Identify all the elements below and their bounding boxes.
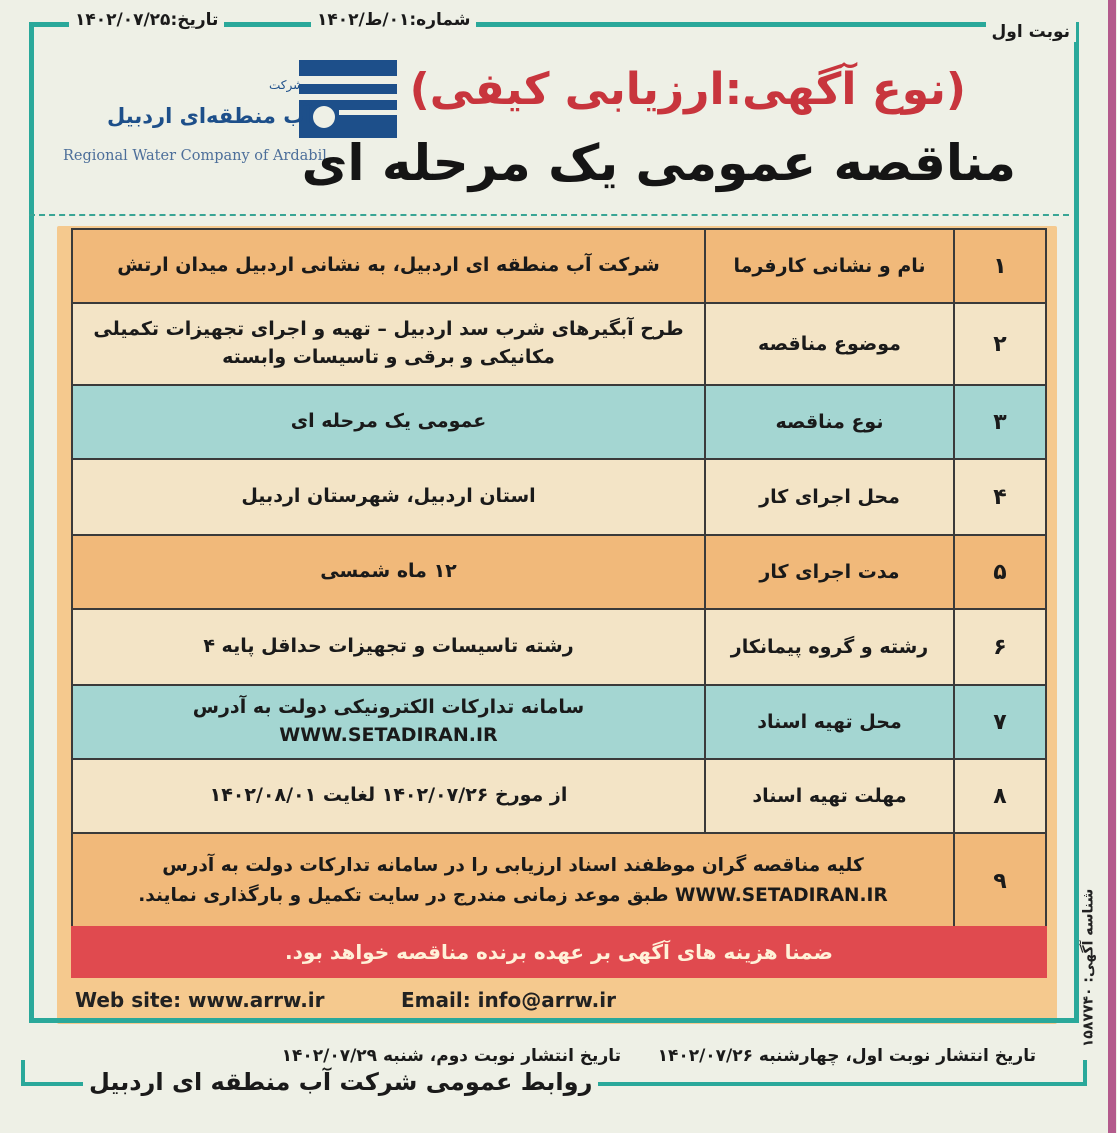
reference-number: شماره:۰۱/ط/۱۴۰۲ [312,10,477,30]
table-row [73,459,1047,535]
frame-bottom-line [30,1018,1080,1023]
row-number: ۵ [955,535,1047,609]
row-notice: کلیه مناقصه گران موظفند اسناد ارزیابی را در سامانه تدارکات دولت به آدرس WWW.SETADIRAN.IR طبق موعد زمانی مندرج در سایت تکمیل و بارگذاری نمایند. [73,833,955,929]
row-label: مهلت تهیه اسناد [706,759,955,833]
cost-note: ضمنا هزینه های آگهی بر عهده برنده مناقصه خواهد بود. [286,940,834,964]
footer-left-bracket [22,1060,26,1086]
row-number: ۳ [955,385,1047,459]
row-number: ۷ [955,685,1047,759]
frame-left-line [30,22,35,1022]
table-row [73,229,1047,303]
public-relations-footer: روابط عمومی شرکت آب منطقه ای اردبیل [84,1068,599,1096]
row-value: طرح آبگیرهای شرب سد اردبیل – تهیه و اجرای تجهیزات تکمیلی مکانیکی و برقی و تاسیسات وابسته [73,303,706,385]
row-value: از مورخ ۱۴۰۲/۰۷/۲۶ لغایت ۱۴۰۲/۰۸/۰۱ [73,759,706,833]
row-value: شرکت آب منطقه ای اردبیل، به نشانی اردبیل میدان ارتش [73,229,706,303]
table-row [73,303,1047,385]
company-name: آب منطقه‌ای اردبیل [108,104,313,128]
row-value: رشته تاسیسات و تجهیزات حداقل پایه ۴ [73,609,706,685]
ad-type-heading: (نوع آگهی:ارزیابی کیفی) [410,64,967,115]
row-label: مدت اجرای کار [706,535,955,609]
page-edge-strip [1109,0,1117,1133]
second-publication-date: تاریخ انتشار نوبت دوم، شنبه ۱۴۰۲/۰۷/۲۹ [282,1046,622,1066]
row-number: ۱ [955,229,1047,303]
round-tag: نوبت اول [987,22,1077,42]
row-value: ۱۲ ماه شمسی [73,535,706,609]
table-row [73,535,1047,609]
row-label: محل اجرای کار [706,459,955,535]
row-label: رشته و گروه پیمانکار [706,609,955,685]
footer-right-bracket [1084,1060,1088,1086]
ad-title: مناقصه عمومی یک مرحله ای [302,134,1017,192]
table-row [73,609,1047,685]
company-logo [300,60,398,138]
row-label: نام و نشانی کارفرما [706,229,955,303]
frame-right-line [1075,22,1080,1022]
table-row-notice [73,833,1047,929]
row-label: نوع مناقصه [706,385,955,459]
website-link[interactable]: Web site: www.arrw.ir [76,988,326,1012]
row-number: ۴ [955,459,1047,535]
row-value: استان اردبیل، شهرستان اردبیل [73,459,706,535]
row-number: ۲ [955,303,1047,385]
row-label: محل تهیه اسناد [706,685,955,759]
row-value: عمومی یک مرحله ای [73,385,706,459]
table-row [73,385,1047,459]
row-number: ۶ [955,609,1047,685]
reference-date: تاریخ:۱۴۰۲/۰۷/۲۵ [70,10,225,30]
cost-note-bar [72,926,1048,978]
row-number: ۹ [955,833,1047,929]
right-side-id: شناسه آگهی: ۱۵۸۷۷۴۰ [1081,888,1098,1048]
email-link[interactable]: Email: info@arrw.ir [402,988,617,1012]
row-label: موضوع مناقصه [706,303,955,385]
first-publication-date: تاریخ انتشار نوبت اول، چهارشنبه ۱۴۰۲/۰۷/۲۶ [658,1046,1037,1066]
dashed-divider [30,214,1070,216]
table-row [73,759,1047,833]
row-value: سامانه تدارکات الکترونیکی دولت به آدرس WWW.SETADIRAN.IR [73,685,706,759]
tender-details-table [72,228,1048,930]
company-name-english: Regional Water Company of Ardabil [64,148,328,164]
row-number: ۸ [955,759,1047,833]
company-small-label: شرکت [270,78,305,92]
table-row [73,685,1047,759]
